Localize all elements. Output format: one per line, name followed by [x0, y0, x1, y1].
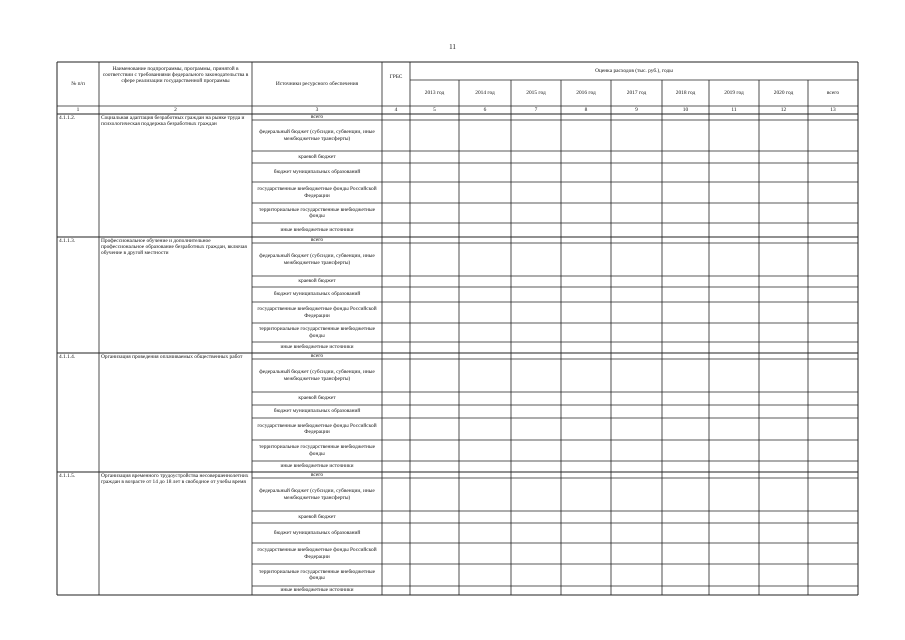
source-label: краевой бюджет: [298, 513, 336, 520]
header-grbs: ГРБС: [389, 73, 403, 80]
row-name: Профессиональное обучение и дополнительное профессиональное образование безработных граждан, включая обучение в другой местности: [101, 238, 247, 257]
source-label: всего: [310, 114, 324, 120]
source-label: иные внебюджетные источники: [280, 344, 354, 351]
source-label: территориальные государственные внебюджетные фонды: [259, 568, 375, 581]
column-number: 2: [174, 106, 177, 113]
source-label: территориальные государственные внебюджетные фонды: [259, 444, 375, 457]
row-code: 4.1.1.5.: [59, 473, 76, 479]
column-number: 1: [76, 106, 80, 113]
column-number: 5: [433, 106, 436, 113]
source-label: государственные внебюджетные фонды Российской Федерации: [257, 422, 377, 435]
source-label: федеральный бюджет (субсидии, субвенции, иные межбюджетные трансферты): [259, 253, 375, 266]
source-label: федеральный бюджет (субсидии, субвенции, иные межбюджетные трансферты): [259, 129, 375, 142]
source-label: всего: [310, 237, 324, 243]
source-label: бюджет муниципальных образований: [273, 291, 361, 298]
header-sources: Источники ресурсного обеспечения: [275, 80, 359, 87]
source-label: территориальные государственные внебюджетные фонды: [259, 326, 375, 339]
source-label: государственные внебюджетные фонды Российской Федерации: [257, 306, 377, 319]
column-number: 4: [394, 106, 398, 113]
header-year-1: 2013 год: [424, 89, 445, 96]
column-number: 3: [315, 106, 319, 113]
row-code: 4.1.1.4.: [59, 354, 76, 360]
page-number: 11: [449, 43, 456, 51]
header-num: № п/п: [71, 80, 85, 87]
column-number: 7: [534, 106, 538, 113]
row-name: Социальная адаптация безработных граждан на рынке труда и психологическая поддержка безработных граждан: [101, 115, 245, 128]
column-number: 13: [830, 106, 836, 113]
header-year-7: 2019 год: [724, 89, 744, 96]
source-label: всего: [310, 472, 324, 478]
source-label: государственные внебюджетные фонды Российской Федерации: [257, 547, 377, 560]
source-label: краевой бюджет: [298, 278, 336, 285]
column-number: 9: [635, 106, 638, 113]
source-label: федеральный бюджет (субсидии, субвенции, иные межбюджетные трансферты): [259, 369, 375, 382]
row-code: 4.1.1.3.: [59, 238, 76, 244]
source-label: краевой бюджет: [298, 395, 336, 402]
column-number: 8: [584, 106, 588, 113]
row-name: Организация проведения оплачиваемых общественных работ: [101, 354, 243, 360]
source-label: краевой бюджет: [298, 153, 336, 160]
header-year-9: всего: [826, 89, 840, 96]
header-year-2: 2014 год: [475, 89, 495, 96]
source-label: иные внебюджетные источники: [280, 587, 354, 594]
source-label: бюджет муниципальных образований: [273, 408, 361, 415]
header-year-5: 2017 год: [626, 89, 647, 96]
source-label: государственные внебюджетные фонды Российской Федерации: [257, 186, 377, 199]
row-code: 4.1.1.2.: [59, 115, 76, 121]
source-label: бюджет муниципальных образований: [273, 169, 361, 176]
source-label: всего: [310, 353, 324, 359]
column-number: 11: [731, 106, 737, 113]
source-label: иные внебюджетные источники: [280, 463, 354, 470]
header-year-6: 2018 год: [675, 89, 696, 96]
header-year-8: 2020 год: [773, 89, 794, 96]
column-number: 10: [682, 106, 689, 113]
column-number: 6: [483, 106, 487, 113]
header-year-3: 2015 год: [526, 89, 546, 96]
row-name: Организация временного трудоустройства несовершеннолетних граждан в возрасте от 14 до 18 лет в свободное от учебы время: [101, 473, 249, 486]
source-label: территориальные государственные внебюджетные фонды: [259, 206, 375, 219]
source-label: федеральный бюджет (субсидии, субвенции, иные межбюджетные трансферты): [259, 488, 375, 501]
header-year-4: 2016 год: [576, 89, 596, 96]
source-label: бюджет муниципальных образований: [273, 529, 361, 536]
column-number: 12: [780, 106, 787, 113]
header-name: Наименование подпрограммы, программы, принятой в соответствии с требованиями федерального законодательства в сфере реализации государственной программы: [102, 66, 249, 85]
header-estimate: Оценка расходов (тыс. руб.), годы: [595, 67, 673, 74]
source-label: иные внебюджетные источники: [280, 226, 354, 233]
